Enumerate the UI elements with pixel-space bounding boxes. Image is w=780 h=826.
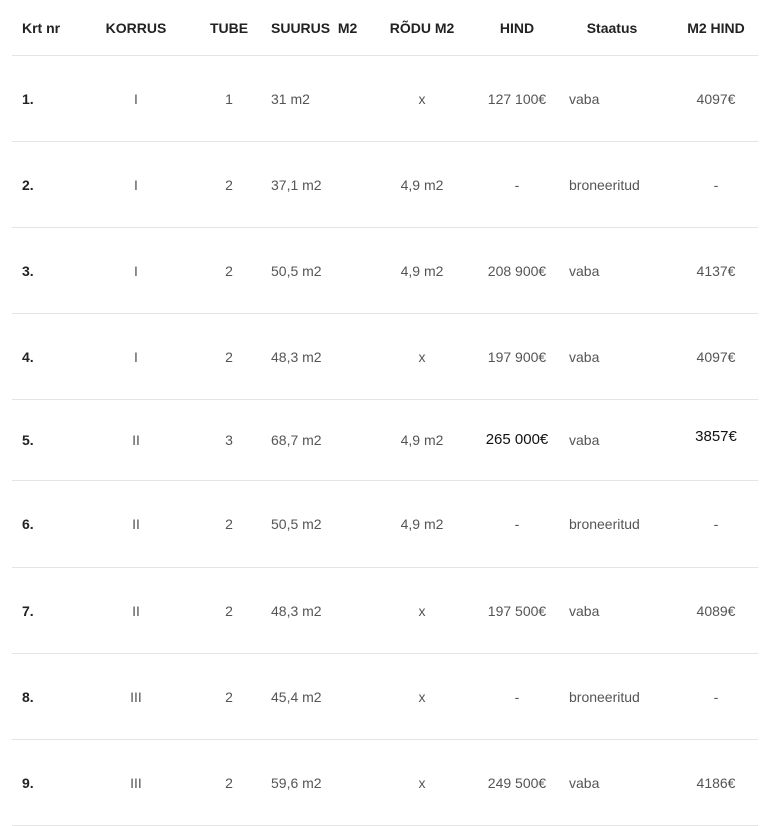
rodu-cell: x [418,90,426,107]
header-korrus: KORRUS [105,19,167,36]
korrus-cell: I [134,176,138,193]
krt-cell: 1. [22,90,34,107]
staatus-cell: vaba [569,90,600,107]
hind-cell: - [514,516,520,532]
staatus-cell: broneeritud [569,176,640,193]
m2hind-cell: - [713,176,719,193]
rodu-cell: x [418,774,426,791]
suurus-cell: 59,6 m2 [271,774,322,791]
table-row [12,228,758,314]
krt-cell: 4. [22,348,34,365]
staatus-cell: broneeritud [569,516,640,532]
table-row [12,481,758,568]
header-hind: HIND [499,19,535,36]
m2hind-cell: - [713,516,719,532]
header-tube: TUBE [209,19,249,36]
hind-cell: - [514,176,520,193]
rodu-cell: x [418,348,426,365]
header-rodu: RÕDU M2 [389,19,455,36]
hind-cell: 265 000€ [485,431,549,448]
table-row [12,568,758,654]
m2hind-cell: 3857€ [695,428,737,445]
rodu-cell: 4,9 m2 [400,432,444,448]
korrus-cell: III [130,688,142,705]
tube-cell: 2 [225,176,233,193]
rodu-cell: x [418,688,426,705]
tube-cell: 2 [225,348,233,365]
m2hind-cell: 4089€ [696,602,736,619]
krt-cell: 9. [22,774,34,791]
m2hind-cell: 4137€ [696,262,736,279]
table-row [12,400,758,481]
header-staatus: Staatus [586,19,638,36]
table-row [12,56,758,142]
rodu-cell: 4,9 m2 [400,516,444,532]
hind-cell: 249 500€ [487,774,547,791]
krt-cell: 5. [22,432,34,448]
table-row [12,654,758,740]
hind-cell: 127 100€ [487,90,547,107]
tube-cell: 2 [225,688,233,705]
staatus-cell: vaba [569,262,600,279]
korrus-cell: III [130,774,142,791]
staatus-cell: vaba [569,602,600,619]
suurus-cell: 50,5 m2 [271,516,322,532]
suurus-cell: 45,4 m2 [271,688,322,705]
korrus-cell: II [132,516,140,532]
table-row [12,740,758,826]
krt-cell: 3. [22,262,34,279]
krt-cell: 8. [22,688,34,705]
table-header [12,0,758,56]
hind-cell: 197 500€ [487,602,547,619]
korrus-cell: II [132,602,140,619]
suurus-cell: 48,3 m2 [271,602,322,619]
krt-cell: 2. [22,176,34,193]
suurus-cell: 50,5 m2 [271,262,322,279]
tube-cell: 2 [225,262,233,279]
suurus-cell: 48,3 m2 [271,348,322,365]
m2hind-cell: 4186€ [696,774,736,791]
korrus-cell: I [134,262,138,279]
hind-cell: 197 900€ [487,348,547,365]
header-m2hind: M2 HIND [687,19,745,36]
tube-cell: 3 [225,432,233,448]
m2hind-cell: - [713,688,719,705]
tube-cell: 1 [225,90,233,107]
suurus-cell: 37,1 m2 [271,176,322,193]
staatus-cell: vaba [569,432,600,448]
tube-cell: 2 [225,774,233,791]
tube-cell: 2 [225,602,233,619]
staatus-cell: broneeritud [569,688,640,705]
header-krt: Krt nr [22,19,61,36]
krt-cell: 6. [22,516,34,532]
m2hind-cell: 4097€ [696,90,736,107]
rodu-cell: 4,9 m2 [400,262,444,279]
tube-cell: 2 [225,516,233,532]
rodu-cell: 4,9 m2 [400,176,444,193]
hind-cell: 208 900€ [487,262,547,279]
apartments-table [12,0,758,826]
suurus-cell: 68,7 m2 [271,432,322,448]
korrus-cell: II [132,432,140,448]
korrus-cell: I [134,90,138,107]
suurus-cell: 31 m2 [271,90,310,107]
krt-cell: 7. [22,602,34,619]
hind-cell: - [514,688,520,705]
header-suurus: SUURUS M2 [271,19,358,36]
table-row [12,142,758,228]
staatus-cell: vaba [569,348,600,365]
rodu-cell: x [418,602,426,619]
korrus-cell: I [134,348,138,365]
m2hind-cell: 4097€ [696,348,736,365]
table-row [12,314,758,400]
staatus-cell: vaba [569,774,600,791]
